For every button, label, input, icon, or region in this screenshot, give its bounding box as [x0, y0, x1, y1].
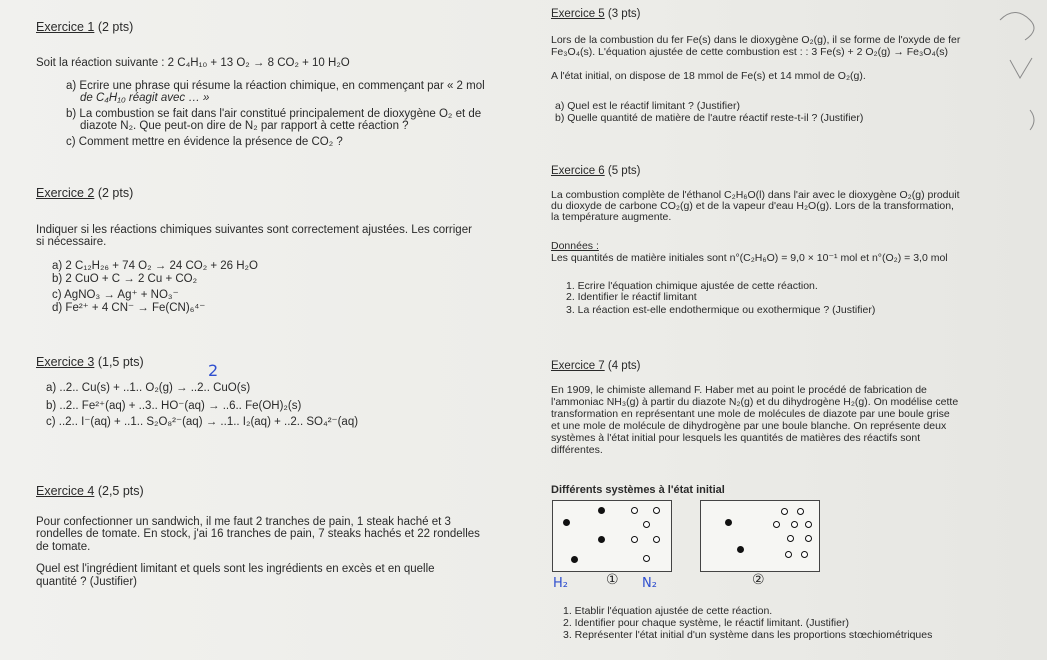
- white-ball: [631, 536, 638, 543]
- ex5-heading: [551, 8, 640, 20]
- ex7-heading: [551, 360, 640, 372]
- ex7-line6: différentes.: [551, 444, 603, 456]
- ex3-title: Exercice 3: [36, 355, 95, 369]
- ex1-question-c: c) Comment mettre en évidence la présence de CO₂ ?: [66, 136, 343, 148]
- white-ball: [787, 535, 794, 542]
- white-ball: [781, 508, 788, 515]
- ex4-paragraph-line2: rondelles de tomate. En stock, j'ai 16 tranches de pain, 7 steaks hachés et 22 rondelles: [36, 528, 480, 540]
- ex7-line3: transformation en représentant une mole de molécules de diazote par une boule grise: [551, 408, 950, 420]
- ex7-question-1: 1. Etablir l'équation ajustée de cette réaction.: [563, 605, 773, 617]
- ex7-line2: l'ammoniac NH₃(g) à partir du diazote N₂(g) et du dihydrogène H₂(g). On modélise cette: [551, 396, 959, 408]
- ex2-reaction-d: d) Fe²⁺ + 4 CN⁻ → Fe(CN)₆⁴⁻: [52, 302, 206, 314]
- white-ball: [653, 536, 660, 543]
- ex5-line3: A l'état initial, on dispose de 18 mmol de Fe(s) et 14 mmol de O₂(g).: [551, 70, 866, 82]
- ex1-question-b-line1: b) La combustion se fait dans l'air constitué principalement de dioxygène O₂ et de: [66, 108, 482, 120]
- ex6-title: Exercice 6: [551, 165, 605, 177]
- ex5-line1: Lors de la combustion du fer Fe(s) dans le dioxygène O₂(g), il se forme de l'oxyde de fer: [551, 34, 961, 46]
- ex5-question-a: a) Quel est le réactif limitant ? (Justifier): [555, 100, 740, 112]
- ex7-line5: systèmes à l'état initial pour lesquels les quantités de matières des réactifs sont: [551, 432, 921, 444]
- white-ball: [643, 521, 650, 528]
- ex2-reaction-a: a) 2 C₁₂H₂₆ + 74 O₂ → 24 CO₂ + 26 H₂O: [52, 260, 258, 272]
- ex4-points: (2,5 pts): [94, 484, 144, 498]
- white-ball: [791, 521, 798, 528]
- ex3-equation-a: a) ..2.. Cu(s) + ..1.. O₂(g) → ..2.. CuO(s): [46, 382, 251, 394]
- handwritten-h2-label: H₂: [553, 576, 568, 591]
- gray-ball: [737, 546, 744, 553]
- ex1-points: (2 pts): [94, 20, 134, 34]
- white-ball: [653, 507, 660, 514]
- ex1-heading: [36, 20, 133, 34]
- ex6-heading: [551, 165, 640, 177]
- white-ball: [801, 551, 808, 558]
- ex7-line1: En 1909, le chimiste allemand F. Haber met au point le procédé de fabrication de: [551, 384, 927, 396]
- gray-ball: [598, 536, 605, 543]
- ex4-question-line1: Quel est l'ingrédient limitant et quels sont les ingrédients en excès et en quelle: [36, 563, 435, 575]
- system-2-label: ②: [752, 572, 765, 588]
- ex6-initial-quantities: Les quantités de matière initiales sont n°(C₂H₆O) = 9,0 × 10⁻¹ mol et n°(O₂) = 3,0 mol: [551, 252, 948, 264]
- white-ball: [797, 508, 804, 515]
- ex2-reaction-c: c) AgNO₃ → Ag⁺ + NO₃⁻: [52, 289, 179, 301]
- ex5-points: (3 pts): [604, 8, 641, 20]
- ex2-heading: [36, 186, 133, 200]
- ex5-line2: Fe₃O₄(s). L'équation ajustée de cette combustion est : : 3 Fe(s) + 2 O₂(g) → Fe₃O₄(s): [551, 46, 948, 58]
- ex3-equation-c: c) ..2.. I⁻(aq) + ..1.. S₂O₈²⁻(aq) → ..1.. I₂(aq) + ..2.. SO₄²⁻(aq): [46, 416, 359, 428]
- white-ball: [631, 507, 638, 514]
- ex6-question-2: 2. Identifier le réactif limitant: [566, 291, 697, 303]
- ex6-question-3: 3. La réaction est-elle endothermique ou exothermique ? (Justifier): [566, 304, 876, 316]
- ex2-intro-line1: Indiquer si les réactions chimiques suivantes sont correctement ajustées. Les corriger: [36, 224, 472, 236]
- ex7-points: (4 pts): [604, 360, 641, 372]
- gray-ball: [571, 556, 578, 563]
- white-ball: [805, 521, 812, 528]
- gray-ball: [563, 519, 570, 526]
- ex6-line3: la température augmente.: [551, 211, 672, 223]
- system-1-label: ①: [606, 572, 619, 588]
- white-ball: [805, 535, 812, 542]
- ex1-question-a-line2: de C₄H₁₀ réagit avec … »: [80, 92, 210, 104]
- ex7-figure-title: Différents systèmes à l'état initial: [551, 484, 725, 496]
- system-2-panel: [700, 500, 820, 572]
- ex6-question-1: 1. Ecrire l'équation chimique ajustée de cette réaction.: [566, 280, 818, 292]
- ex1-intro: Soit la réaction suivante : 2 C₄H₁₀ + 13 O₂ → 8 CO₂ + 10 H₂O: [36, 57, 350, 69]
- system-1-panel: [552, 500, 672, 572]
- ex6-line2: du dioxyde de carbone CO₂(g) et de la vapeur d'eau H₂O(g). Lors de la transformation,: [551, 200, 954, 212]
- ex6-data-heading: Données :: [551, 240, 599, 252]
- ex4-question-line2: quantité ? (Justifier): [36, 576, 137, 588]
- ex1-question-a-line1: a) Ecrire une phrase qui résume la réaction chimique, en commençant par « 2 mol: [66, 80, 485, 92]
- ex2-intro-line2: si nécessaire.: [36, 236, 107, 248]
- ex3-handwritten-mark: 2: [208, 361, 219, 380]
- ex1-title: Exercice 1: [36, 20, 95, 34]
- ex3-equation-b: b) ..2.. Fe²⁺(aq) + ..3.. HO⁻(aq) → ..6.. Fe(OH)₂(s): [46, 400, 302, 412]
- gray-ball: [725, 519, 732, 526]
- margin-pen-scribbles: [990, 0, 1047, 140]
- ex4-paragraph-line1: Pour confectionner un sandwich, il me faut 2 tranches de pain, 1 steak haché et 3: [36, 516, 451, 528]
- ex2-reaction-b: b) 2 CuO + C → 2 Cu + CO₂: [52, 273, 198, 285]
- white-ball: [773, 521, 780, 528]
- ex7-question-2: 2. Identifier pour chaque système, le réactif limitant. (Justifier): [563, 617, 849, 629]
- ex3-heading: [36, 355, 144, 369]
- ex5-question-b: b) Quelle quantité de matière de l'autre réactif reste-t-il ? (Justifier): [555, 112, 864, 124]
- ex3-points: (1,5 pts): [94, 355, 144, 369]
- ex6-line1: La combustion complète de l'éthanol C₂H₆O(l) dans l'air avec le dioxygène O₂(g) produit: [551, 189, 960, 201]
- ex2-points: (2 pts): [94, 186, 134, 200]
- ex2-title: Exercice 2: [36, 186, 95, 200]
- ex6-points: (5 pts): [604, 165, 641, 177]
- white-ball: [643, 555, 650, 562]
- ex4-paragraph-line3: de tomate.: [36, 541, 91, 553]
- ex7-line4: et une mole de molécule de dihydrogène par une boule blanche. On représente deux: [551, 420, 947, 432]
- gray-ball: [598, 507, 605, 514]
- ex1-question-b-line2: diazote N₂. Que peut-on dire de N₂ par rapport à cette réaction ?: [80, 120, 409, 132]
- ex7-title: Exercice 7: [551, 360, 605, 372]
- handwritten-n2-label: N₂: [642, 576, 657, 591]
- ex4-title: Exercice 4: [36, 484, 95, 498]
- ex4-heading: [36, 484, 144, 498]
- ex5-title: Exercice 5: [551, 8, 605, 20]
- ex7-question-3: 3. Représenter l'état initial d'un système dans les proportions stœchiométriques: [563, 629, 933, 641]
- white-ball: [785, 551, 792, 558]
